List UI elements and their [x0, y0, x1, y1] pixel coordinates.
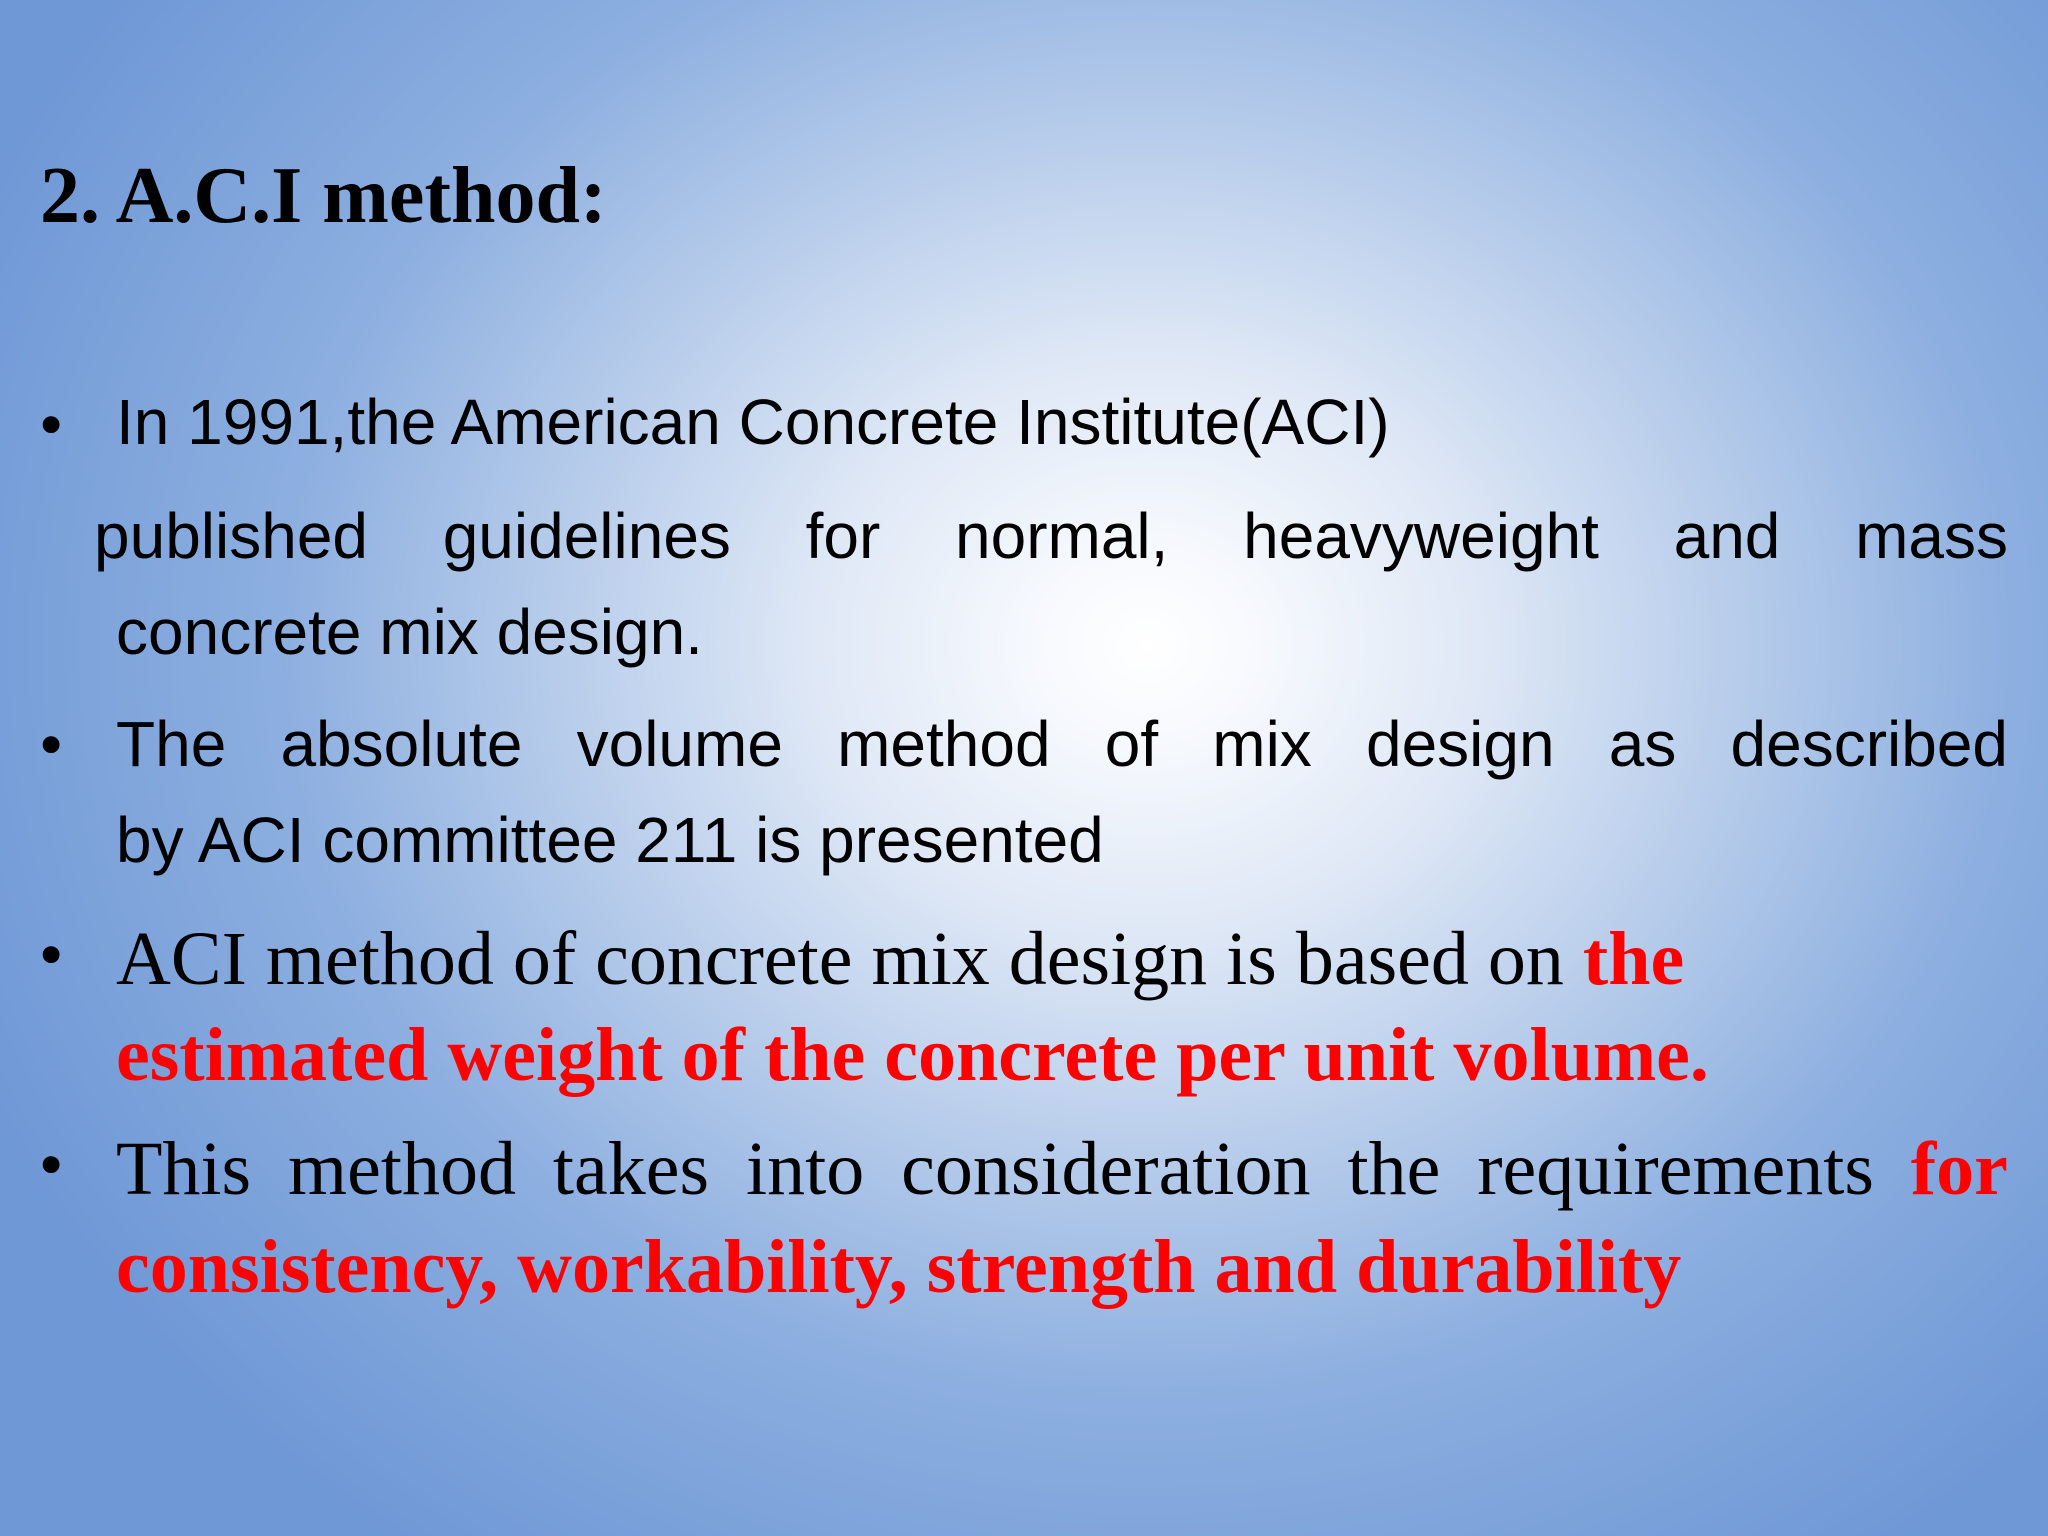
bullet-1-line-1: In 1991,the American Concrete Institute(ACI)	[116, 386, 1390, 458]
word: published	[94, 500, 368, 572]
word: This	[116, 1127, 252, 1211]
bullet-3-line-1	[116, 914, 1684, 1004]
word: mix	[1212, 708, 1312, 780]
bullet-2-line-2: by ACI committee 211 is presented	[116, 804, 1104, 876]
word: of	[1104, 708, 1159, 780]
bullet-3-line-2: estimated weight of the concrete per unit volume.	[116, 1013, 1709, 1097]
bullet-2-line-1	[116, 706, 2008, 782]
word: and	[1673, 500, 1781, 572]
bullet-3-highlight: the	[1582, 917, 1685, 1001]
bullet-marker-1: •	[34, 392, 69, 460]
bullet-1-line-3: concrete mix design.	[116, 596, 703, 668]
word: method	[837, 708, 1051, 780]
bullet-marker-4: •	[34, 1132, 69, 1200]
word: the	[1347, 1127, 1441, 1211]
word: mass	[1855, 500, 2008, 572]
word: described	[1730, 708, 2008, 780]
word: The	[116, 708, 227, 780]
word: takes	[552, 1127, 710, 1211]
word: requirements	[1477, 1127, 1874, 1211]
word: heavyweight	[1243, 500, 1599, 572]
word: guidelines	[442, 500, 731, 572]
bullet-1-line-2	[94, 498, 2008, 574]
bullet-3-plain-text: ACI method of concrete mix design is based on	[116, 917, 1583, 1001]
word: for	[805, 500, 881, 572]
bullet-4-line-1	[116, 1124, 2008, 1214]
bullet-marker-2: •	[34, 712, 69, 780]
word: consideration	[901, 1127, 1311, 1211]
bullet-4-line-2: consistency, workability, strength and durability	[116, 1225, 1682, 1309]
slide-title: 2. A.C.I method:	[40, 152, 607, 240]
word: into	[745, 1127, 865, 1211]
word: normal,	[955, 500, 1169, 572]
word: absolute	[280, 708, 523, 780]
bullet-marker-3: •	[34, 922, 69, 990]
bullet-4-highlight: for	[1910, 1127, 2008, 1211]
word: method	[288, 1127, 516, 1211]
word: design	[1365, 708, 1555, 780]
word: as	[1608, 708, 1677, 780]
word: volume	[576, 708, 783, 780]
